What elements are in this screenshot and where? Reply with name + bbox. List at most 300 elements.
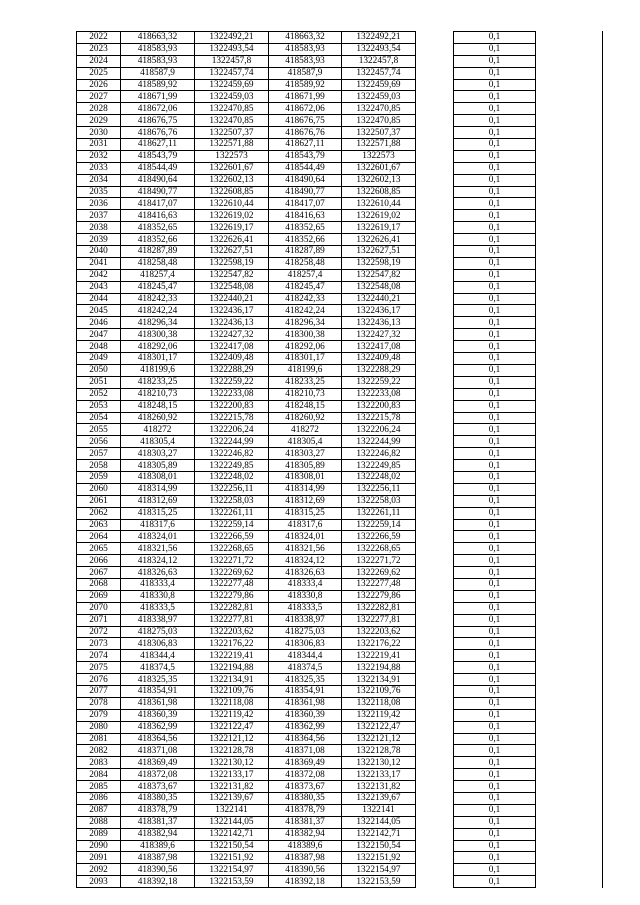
- y-coordinate-cell: 1322409,48: [195, 353, 269, 365]
- spacer-cell: [416, 864, 454, 876]
- x-coordinate-cell: 418325,35: [121, 674, 195, 686]
- y-coordinate-2-cell: 1322261,11: [342, 507, 416, 519]
- spacer-cell: [416, 257, 454, 269]
- table-row: [77, 674, 603, 686]
- table-row: [77, 567, 603, 579]
- x-coordinate-2-cell: 418362,99: [269, 721, 342, 733]
- spacer-cell: [416, 876, 454, 888]
- spacer-cell: [416, 281, 454, 293]
- spacer-cell: [416, 543, 454, 555]
- spacer-cell: [416, 804, 454, 816]
- spacer-cell: [416, 460, 454, 472]
- x-coordinate-2-cell: 418305,4: [269, 436, 342, 448]
- y-coordinate-cell: 1322246,82: [195, 448, 269, 460]
- x-coordinate-2-cell: 418676,75: [269, 115, 342, 127]
- point-number-cell: 2055: [77, 424, 121, 436]
- y-coordinate-2-cell: 1322215,78: [342, 412, 416, 424]
- y-coordinate-2-cell: 1322151,92: [342, 852, 416, 864]
- spacer-cell: [416, 32, 454, 44]
- accuracy-cell: 0,1: [454, 662, 536, 674]
- x-coordinate-cell: 418390,56: [121, 864, 195, 876]
- y-coordinate-cell: 1322233,08: [195, 388, 269, 400]
- x-coordinate-cell: 418676,76: [121, 127, 195, 139]
- accuracy-cell: 0,1: [454, 840, 536, 852]
- empty-cell: [536, 709, 603, 721]
- y-coordinate-cell: 1322288,29: [195, 364, 269, 376]
- point-number-cell: 2068: [77, 578, 121, 590]
- point-number-cell: 2057: [77, 448, 121, 460]
- x-coordinate-cell: 418380,35: [121, 793, 195, 805]
- y-coordinate-2-cell: 1322203,62: [342, 626, 416, 638]
- point-number-cell: 2036: [77, 198, 121, 210]
- point-number-cell: 2074: [77, 650, 121, 662]
- empty-cell: [536, 769, 603, 781]
- point-number-cell: 2062: [77, 507, 121, 519]
- x-coordinate-cell: 418210,73: [121, 388, 195, 400]
- point-number-cell: 2088: [77, 816, 121, 828]
- x-coordinate-cell: 418333,5: [121, 602, 195, 614]
- x-coordinate-2-cell: 418287,89: [269, 246, 342, 258]
- accuracy-cell: 0,1: [454, 781, 536, 793]
- x-coordinate-cell: 418589,92: [121, 79, 195, 91]
- empty-cell: [536, 353, 603, 365]
- empty-cell: [536, 840, 603, 852]
- accuracy-cell: 0,1: [454, 876, 536, 888]
- x-coordinate-cell: 418381,37: [121, 816, 195, 828]
- y-coordinate-2-cell: 1322547,82: [342, 269, 416, 281]
- y-coordinate-2-cell: 1322427,32: [342, 329, 416, 341]
- y-coordinate-2-cell: 1322507,37: [342, 127, 416, 139]
- table-row: [77, 400, 603, 412]
- empty-cell: [536, 293, 603, 305]
- x-coordinate-cell: 418306,83: [121, 638, 195, 650]
- x-coordinate-cell: 418242,24: [121, 305, 195, 317]
- spacer-cell: [416, 781, 454, 793]
- table-row: [77, 864, 603, 876]
- accuracy-cell: 0,1: [454, 127, 536, 139]
- x-coordinate-cell: 418308,01: [121, 471, 195, 483]
- y-coordinate-2-cell: 1322134,91: [342, 674, 416, 686]
- x-coordinate-2-cell: 418416,63: [269, 210, 342, 222]
- y-coordinate-cell: 1322627,51: [195, 246, 269, 258]
- table-row: [77, 388, 603, 400]
- spacer-cell: [416, 400, 454, 412]
- y-coordinate-2-cell: 1322627,51: [342, 246, 416, 258]
- accuracy-cell: 0,1: [454, 590, 536, 602]
- x-coordinate-2-cell: 418306,83: [269, 638, 342, 650]
- x-coordinate-2-cell: 418292,06: [269, 341, 342, 353]
- x-coordinate-cell: 418248,15: [121, 400, 195, 412]
- empty-cell: [536, 79, 603, 91]
- y-coordinate-2-cell: 1322288,29: [342, 364, 416, 376]
- spacer-cell: [416, 55, 454, 67]
- accuracy-cell: 0,1: [454, 745, 536, 757]
- table-row: [77, 103, 603, 115]
- empty-cell: [536, 864, 603, 876]
- point-number-cell: 2089: [77, 828, 121, 840]
- empty-cell: [536, 852, 603, 864]
- table-row: [77, 139, 603, 151]
- spacer-cell: [416, 483, 454, 495]
- x-coordinate-2-cell: 418390,56: [269, 864, 342, 876]
- empty-cell: [536, 412, 603, 424]
- accuracy-cell: 0,1: [454, 793, 536, 805]
- spacer-cell: [416, 353, 454, 365]
- point-number-cell: 2051: [77, 376, 121, 388]
- table-row: [77, 257, 603, 269]
- x-coordinate-cell: 418352,66: [121, 234, 195, 246]
- empty-cell: [536, 388, 603, 400]
- x-coordinate-2-cell: 418352,66: [269, 234, 342, 246]
- point-number-cell: 2085: [77, 781, 121, 793]
- table-row: [77, 614, 603, 626]
- table-row: [77, 793, 603, 805]
- table-row: [77, 602, 603, 614]
- accuracy-cell: 0,1: [454, 507, 536, 519]
- accuracy-cell: 0,1: [454, 816, 536, 828]
- point-number-cell: 2075: [77, 662, 121, 674]
- spacer-cell: [416, 709, 454, 721]
- x-coordinate-2-cell: 418321,56: [269, 543, 342, 555]
- x-coordinate-cell: 418260,92: [121, 412, 195, 424]
- point-number-cell: 2063: [77, 519, 121, 531]
- y-coordinate-2-cell: 1322139,67: [342, 793, 416, 805]
- table-row: [77, 32, 603, 44]
- spacer-cell: [416, 555, 454, 567]
- accuracy-cell: 0,1: [454, 341, 536, 353]
- accuracy-cell: 0,1: [454, 376, 536, 388]
- x-coordinate-cell: 418672,06: [121, 103, 195, 115]
- x-coordinate-cell: 418583,93: [121, 43, 195, 55]
- accuracy-cell: 0,1: [454, 174, 536, 186]
- empty-cell: [536, 257, 603, 269]
- spacer-cell: [416, 578, 454, 590]
- x-coordinate-cell: 418543,79: [121, 150, 195, 162]
- y-coordinate-cell: 1322427,32: [195, 329, 269, 341]
- point-number-cell: 2090: [77, 840, 121, 852]
- x-coordinate-cell: 418389,6: [121, 840, 195, 852]
- empty-cell: [536, 531, 603, 543]
- spacer-cell: [416, 531, 454, 543]
- accuracy-cell: 0,1: [454, 828, 536, 840]
- y-coordinate-cell: 1322261,11: [195, 507, 269, 519]
- y-coordinate-cell: 1322219,41: [195, 650, 269, 662]
- table-row: [77, 127, 603, 139]
- x-coordinate-2-cell: 418210,73: [269, 388, 342, 400]
- point-number-cell: 2069: [77, 590, 121, 602]
- point-number-cell: 2066: [77, 555, 121, 567]
- empty-cell: [536, 650, 603, 662]
- x-coordinate-cell: 418361,98: [121, 697, 195, 709]
- empty-cell: [536, 329, 603, 341]
- table-row: [77, 769, 603, 781]
- table-row: [77, 781, 603, 793]
- empty-cell: [536, 638, 603, 650]
- empty-cell: [536, 507, 603, 519]
- y-coordinate-2-cell: 1322548,08: [342, 281, 416, 293]
- point-number-cell: 2028: [77, 103, 121, 115]
- empty-cell: [536, 519, 603, 531]
- table-row: [77, 578, 603, 590]
- point-number-cell: 2053: [77, 400, 121, 412]
- x-coordinate-cell: 418671,99: [121, 91, 195, 103]
- x-coordinate-2-cell: 418324,12: [269, 555, 342, 567]
- accuracy-cell: 0,1: [454, 139, 536, 151]
- table-row: [77, 448, 603, 460]
- accuracy-cell: 0,1: [454, 55, 536, 67]
- empty-cell: [536, 55, 603, 67]
- empty-cell: [536, 341, 603, 353]
- y-coordinate-2-cell: 1322256,11: [342, 483, 416, 495]
- x-coordinate-2-cell: 418671,99: [269, 91, 342, 103]
- y-coordinate-cell: 1322215,78: [195, 412, 269, 424]
- table-row: [77, 317, 603, 329]
- spacer-cell: [416, 590, 454, 602]
- spacer-cell: [416, 757, 454, 769]
- y-coordinate-2-cell: 1322619,17: [342, 222, 416, 234]
- x-coordinate-2-cell: 418317,6: [269, 519, 342, 531]
- empty-cell: [536, 400, 603, 412]
- accuracy-cell: 0,1: [454, 543, 536, 555]
- table-row: [77, 210, 603, 222]
- spacer-cell: [416, 210, 454, 222]
- spacer-cell: [416, 91, 454, 103]
- y-coordinate-2-cell: 1322259,14: [342, 519, 416, 531]
- empty-cell: [536, 471, 603, 483]
- spacer-cell: [416, 650, 454, 662]
- point-number-cell: 2030: [77, 127, 121, 139]
- empty-cell: [536, 234, 603, 246]
- y-coordinate-2-cell: 1322619,02: [342, 210, 416, 222]
- y-coordinate-cell: 1322573: [195, 150, 269, 162]
- y-coordinate-cell: 1322258,03: [195, 495, 269, 507]
- table-row: [77, 804, 603, 816]
- x-coordinate-2-cell: 418338,97: [269, 614, 342, 626]
- point-number-cell: 2026: [77, 79, 121, 91]
- table-row: [77, 234, 603, 246]
- spacer-cell: [416, 769, 454, 781]
- x-coordinate-cell: 418392,18: [121, 876, 195, 888]
- x-coordinate-2-cell: 418627,11: [269, 139, 342, 151]
- x-coordinate-2-cell: 418360,39: [269, 709, 342, 721]
- y-coordinate-2-cell: 1322610,44: [342, 198, 416, 210]
- spacer-cell: [416, 471, 454, 483]
- empty-cell: [536, 222, 603, 234]
- x-coordinate-2-cell: 418672,06: [269, 103, 342, 115]
- x-coordinate-cell: 418544,49: [121, 162, 195, 174]
- x-coordinate-cell: 418199,6: [121, 364, 195, 376]
- x-coordinate-cell: 418587,9: [121, 67, 195, 79]
- spacer-cell: [416, 293, 454, 305]
- y-coordinate-2-cell: 1322133,17: [342, 769, 416, 781]
- y-coordinate-2-cell: 1322130,12: [342, 757, 416, 769]
- spacer-cell: [416, 115, 454, 127]
- empty-cell: [536, 828, 603, 840]
- x-coordinate-cell: 418663,32: [121, 32, 195, 44]
- empty-cell: [536, 436, 603, 448]
- spacer-cell: [416, 246, 454, 258]
- accuracy-cell: 0,1: [454, 234, 536, 246]
- y-coordinate-2-cell: 1322144,05: [342, 816, 416, 828]
- y-coordinate-cell: 1322268,65: [195, 543, 269, 555]
- table-row: [77, 115, 603, 127]
- x-coordinate-2-cell: 418373,67: [269, 781, 342, 793]
- y-coordinate-2-cell: 1322176,22: [342, 638, 416, 650]
- y-coordinate-2-cell: 1322266,59: [342, 531, 416, 543]
- x-coordinate-2-cell: 418303,27: [269, 448, 342, 460]
- y-coordinate-cell: 1322150,54: [195, 840, 269, 852]
- accuracy-cell: 0,1: [454, 519, 536, 531]
- y-coordinate-2-cell: 1322249,85: [342, 460, 416, 472]
- y-coordinate-cell: 1322200,83: [195, 400, 269, 412]
- y-coordinate-cell: 1322244,99: [195, 436, 269, 448]
- x-coordinate-cell: 418292,06: [121, 341, 195, 353]
- point-number-cell: 2058: [77, 460, 121, 472]
- point-number-cell: 2049: [77, 353, 121, 365]
- x-coordinate-cell: 418245,47: [121, 281, 195, 293]
- spacer-cell: [416, 614, 454, 626]
- point-number-cell: 2046: [77, 317, 121, 329]
- x-coordinate-cell: 418371,08: [121, 745, 195, 757]
- accuracy-cell: 0,1: [454, 495, 536, 507]
- x-coordinate-2-cell: 418382,94: [269, 828, 342, 840]
- y-coordinate-cell: 1322271,72: [195, 555, 269, 567]
- y-coordinate-cell: 1322440,21: [195, 293, 269, 305]
- x-coordinate-2-cell: 418374,5: [269, 662, 342, 674]
- x-coordinate-2-cell: 418589,92: [269, 79, 342, 91]
- empty-cell: [536, 781, 603, 793]
- spacer-cell: [416, 448, 454, 460]
- y-coordinate-2-cell: 1322200,83: [342, 400, 416, 412]
- y-coordinate-cell: 1322259,22: [195, 376, 269, 388]
- spacer-cell: [416, 733, 454, 745]
- table-row: [77, 364, 603, 376]
- table-row: [77, 852, 603, 864]
- y-coordinate-2-cell: 1322233,08: [342, 388, 416, 400]
- y-coordinate-cell: 1322122,47: [195, 721, 269, 733]
- accuracy-cell: 0,1: [454, 626, 536, 638]
- x-coordinate-2-cell: 418381,37: [269, 816, 342, 828]
- x-coordinate-cell: 418314,99: [121, 483, 195, 495]
- x-coordinate-cell: 418242,33: [121, 293, 195, 305]
- point-number-cell: 2054: [77, 412, 121, 424]
- empty-cell: [536, 162, 603, 174]
- y-coordinate-cell: 1322134,91: [195, 674, 269, 686]
- y-coordinate-cell: 1322571,88: [195, 139, 269, 151]
- accuracy-cell: 0,1: [454, 150, 536, 162]
- x-coordinate-2-cell: 418248,15: [269, 400, 342, 412]
- spacer-cell: [416, 495, 454, 507]
- y-coordinate-cell: 1322256,11: [195, 483, 269, 495]
- x-coordinate-cell: 418490,64: [121, 174, 195, 186]
- x-coordinate-cell: 418583,93: [121, 55, 195, 67]
- x-coordinate-2-cell: 418380,35: [269, 793, 342, 805]
- empty-cell: [536, 685, 603, 697]
- empty-cell: [536, 139, 603, 151]
- x-coordinate-2-cell: 418333,5: [269, 602, 342, 614]
- table-row: [77, 543, 603, 555]
- accuracy-cell: 0,1: [454, 353, 536, 365]
- x-coordinate-cell: 418233,25: [121, 376, 195, 388]
- spacer-cell: [416, 685, 454, 697]
- y-coordinate-2-cell: 1322259,22: [342, 376, 416, 388]
- table-row: [77, 162, 603, 174]
- x-coordinate-2-cell: 418199,6: [269, 364, 342, 376]
- x-coordinate-cell: 418352,65: [121, 222, 195, 234]
- empty-cell: [536, 543, 603, 555]
- y-coordinate-cell: 1322249,85: [195, 460, 269, 472]
- x-coordinate-2-cell: 418258,48: [269, 257, 342, 269]
- empty-cell: [536, 721, 603, 733]
- x-coordinate-cell: 418305,4: [121, 436, 195, 448]
- point-number-cell: 2033: [77, 162, 121, 174]
- empty-cell: [536, 816, 603, 828]
- empty-cell: [536, 602, 603, 614]
- table-row: [77, 353, 603, 365]
- x-coordinate-2-cell: 418242,24: [269, 305, 342, 317]
- x-coordinate-2-cell: 418312,69: [269, 495, 342, 507]
- y-coordinate-cell: 1322119,42: [195, 709, 269, 721]
- spacer-cell: [416, 127, 454, 139]
- point-number-cell: 2064: [77, 531, 121, 543]
- empty-cell: [536, 626, 603, 638]
- accuracy-cell: 0,1: [454, 638, 536, 650]
- table-row: [77, 650, 603, 662]
- accuracy-cell: 0,1: [454, 733, 536, 745]
- x-coordinate-2-cell: 418272: [269, 424, 342, 436]
- accuracy-cell: 0,1: [454, 436, 536, 448]
- spacer-cell: [416, 329, 454, 341]
- y-coordinate-2-cell: 1322409,48: [342, 353, 416, 365]
- point-number-cell: 2086: [77, 793, 121, 805]
- accuracy-cell: 0,1: [454, 555, 536, 567]
- spacer-cell: [416, 412, 454, 424]
- empty-cell: [536, 198, 603, 210]
- y-coordinate-2-cell: 1322436,13: [342, 317, 416, 329]
- accuracy-cell: 0,1: [454, 471, 536, 483]
- table-row: [77, 555, 603, 567]
- spacer-cell: [416, 222, 454, 234]
- y-coordinate-cell: 1322121,12: [195, 733, 269, 745]
- table-row: [77, 91, 603, 103]
- table-row: [77, 341, 603, 353]
- spacer-cell: [416, 43, 454, 55]
- x-coordinate-2-cell: 418663,32: [269, 32, 342, 44]
- spacer-cell: [416, 602, 454, 614]
- point-number-cell: 2034: [77, 174, 121, 186]
- empty-cell: [536, 804, 603, 816]
- point-number-cell: 2056: [77, 436, 121, 448]
- y-coordinate-cell: 1322142,71: [195, 828, 269, 840]
- table-row: [77, 246, 603, 258]
- table-row: [77, 745, 603, 757]
- y-coordinate-2-cell: 1322244,99: [342, 436, 416, 448]
- empty-cell: [536, 317, 603, 329]
- empty-cell: [536, 174, 603, 186]
- y-coordinate-cell: 1322131,82: [195, 781, 269, 793]
- table-row: [77, 709, 603, 721]
- point-number-cell: 2032: [77, 150, 121, 162]
- accuracy-cell: 0,1: [454, 864, 536, 876]
- empty-cell: [536, 67, 603, 79]
- x-coordinate-cell: 418287,89: [121, 246, 195, 258]
- y-coordinate-2-cell: 1322150,54: [342, 840, 416, 852]
- point-number-cell: 2071: [77, 614, 121, 626]
- spacer-cell: [416, 162, 454, 174]
- y-coordinate-cell: 1322109,76: [195, 685, 269, 697]
- x-coordinate-2-cell: 418344,4: [269, 650, 342, 662]
- x-coordinate-2-cell: 418333,4: [269, 578, 342, 590]
